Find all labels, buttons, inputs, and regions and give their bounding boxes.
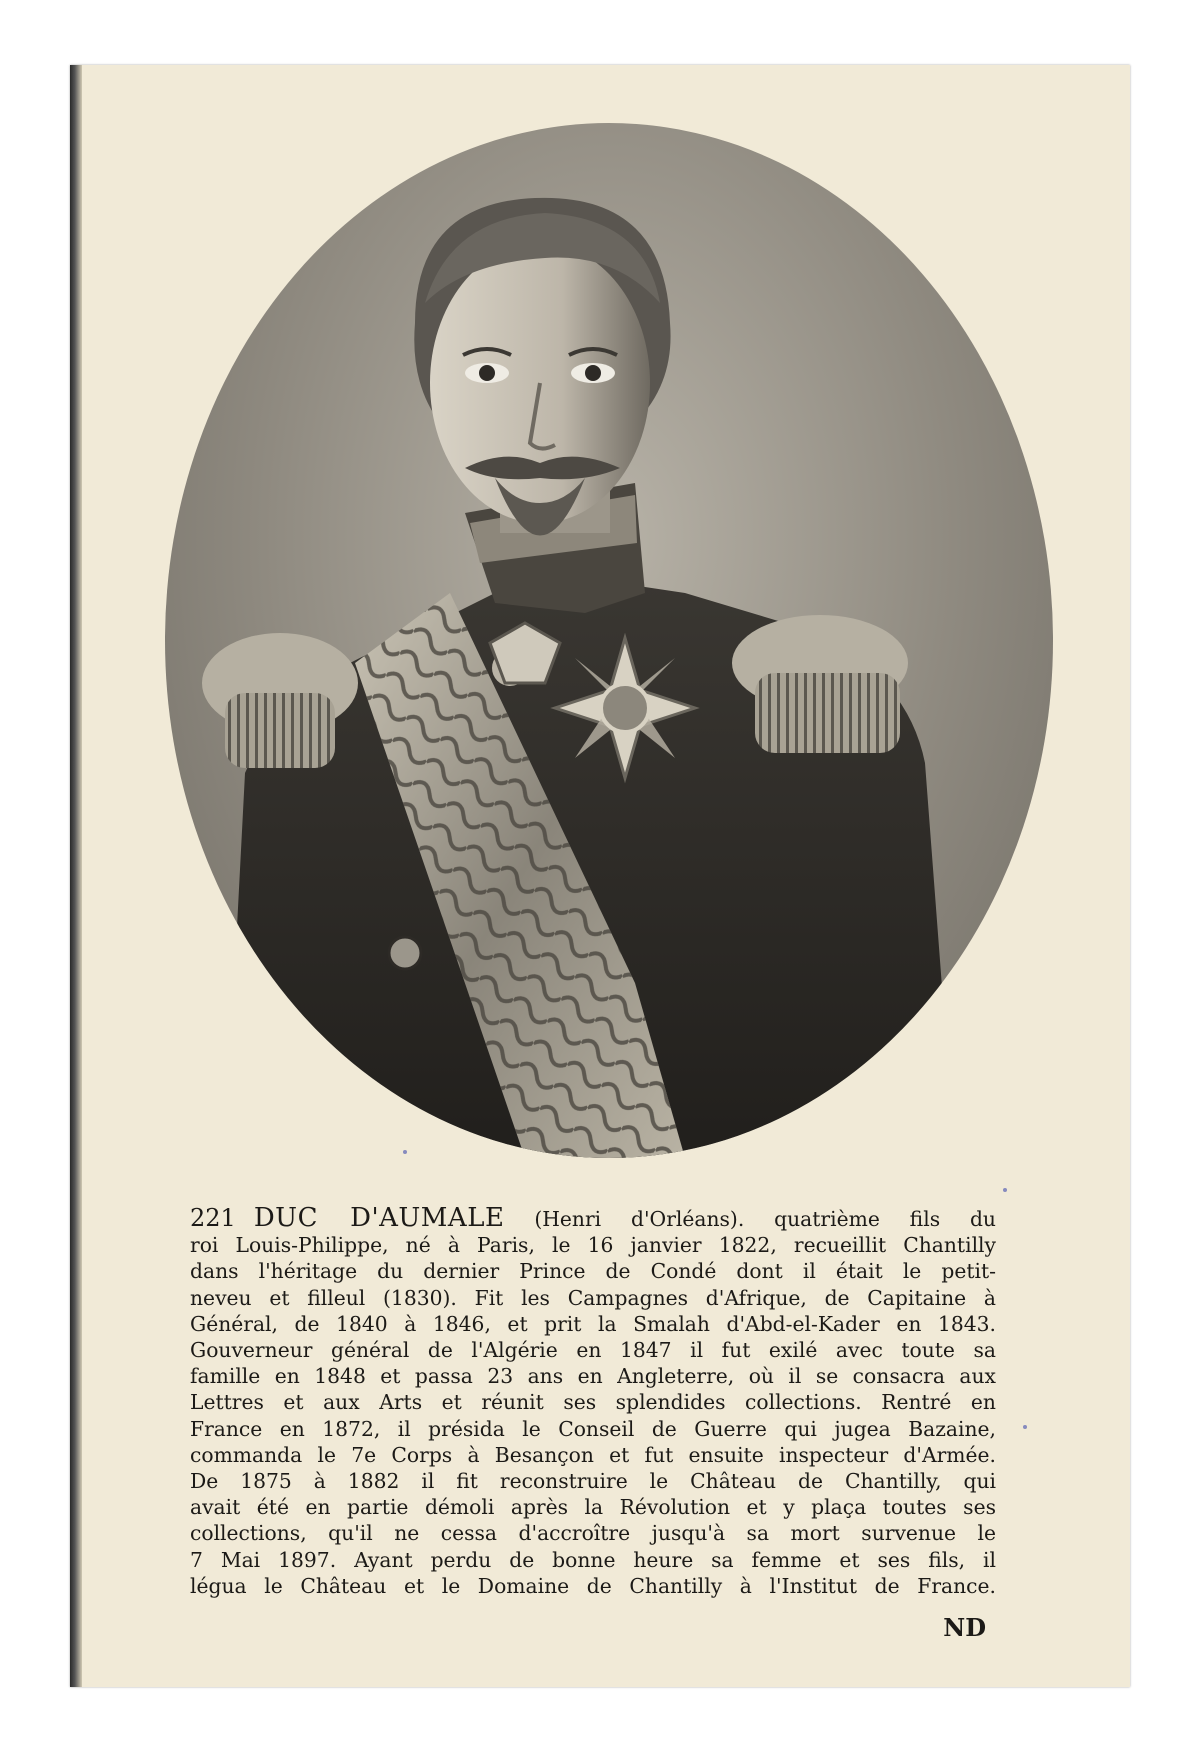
- caption-line: roi Louis-Philippe, né à Paris, le 16 janvier 1822, recueillit Chantilly: [190, 1233, 996, 1258]
- caption-line: neveu et filleul (1830). Fit les Campagnes d'Afrique, de Capitaine à: [190, 1285, 996, 1310]
- ink-fleck: [1023, 1425, 1027, 1429]
- caption-line: 7 Mai 1897. Ayant perdu de bonne heure sa femme et ses fils, il: [190, 1547, 996, 1572]
- caption-line: (Henri d'Orléans). quatrième fils du: [534, 1207, 996, 1231]
- caption-line: dans l'héritage du dernier Prince de Condé dont il était le petit-: [190, 1259, 996, 1284]
- caption-line: légua le Château et le Domaine de Chantilly à l'Institut de France.: [190, 1573, 996, 1598]
- card-number: 221: [190, 1204, 236, 1232]
- caption-line: avait été en partie démoli après la Révolution et y plaça toutes ses: [190, 1495, 996, 1520]
- biography-caption: [190, 1205, 996, 1625]
- portrait-illustration: [165, 123, 1053, 1158]
- caption-line: Général, de 1840 à 1846, et prit la Smalah d'Abd-el-Kader en 1843.: [190, 1311, 996, 1336]
- caption-first-line: [190, 1205, 996, 1232]
- caption-line: De 1875 à 1882 il fit reconstruire le Château de Chantilly, qui: [190, 1469, 996, 1494]
- portrait-oval: [165, 123, 1053, 1158]
- ink-fleck: [1003, 1188, 1007, 1192]
- caption-line: collections, qu'il ne cessa d'accroître jusqu'à sa mort survenue le: [190, 1521, 996, 1546]
- caption-line: commanda le 7e Corps à Besançon et fut ensuite inspecteur d'Armée.: [190, 1442, 996, 1467]
- caption-line: famille en 1848 et passa 23 ans en Angleterre, où il se consacra aux: [190, 1364, 996, 1389]
- ink-fleck: [403, 1150, 407, 1154]
- publisher-signature: ND: [943, 1613, 986, 1642]
- caption-title: DUC D'AUMALE: [253, 1203, 505, 1233]
- caption-line: Lettres et aux Arts et réunit ses splendides collections. Rentré en: [190, 1390, 996, 1415]
- caption-line: France en 1872, il présida le Conseil de Guerre qui jugea Bazaine,: [190, 1416, 996, 1441]
- card-left-edge: [70, 65, 82, 1687]
- caption-line: Gouverneur général de l'Algérie en 1847 il fut exilé avec toute sa: [190, 1338, 996, 1363]
